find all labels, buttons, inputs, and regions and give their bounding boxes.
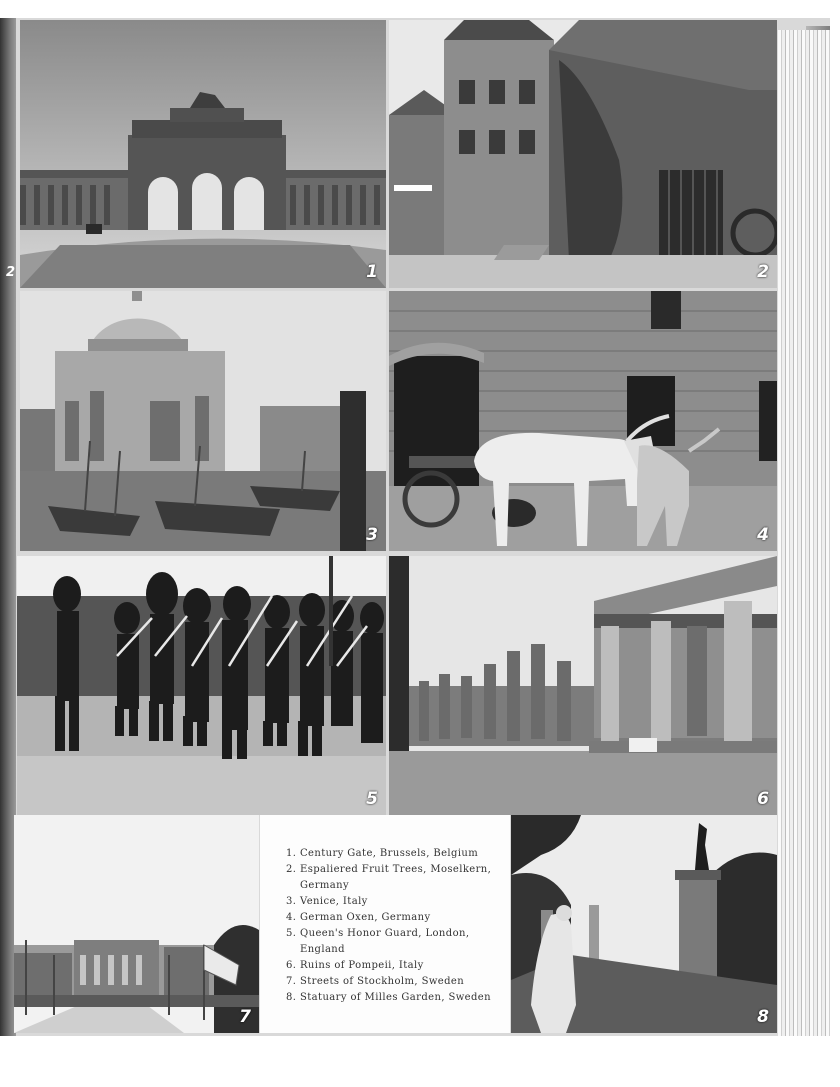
ox-icon	[389, 291, 777, 551]
photo-number: 2	[757, 262, 769, 282]
caption-item: 3. Venice, Italy	[286, 896, 368, 907]
photo-number: 8	[757, 1007, 769, 1027]
photo-stockholm	[14, 815, 259, 1033]
page-edges	[778, 30, 830, 1036]
photo-century-gate	[20, 20, 386, 288]
photo-number: 7	[239, 1007, 251, 1027]
caption-list	[286, 846, 492, 1006]
photo-number: 4	[757, 525, 769, 545]
caption-item: 4. German Oxen, Germany	[286, 912, 431, 923]
caption-item: 7. Streets of Stockholm, Sweden	[286, 976, 465, 987]
margin-page-number: 2	[6, 265, 16, 280]
photo-number: 5	[366, 789, 378, 809]
house-icon	[389, 20, 777, 288]
photo-number: 1	[366, 262, 378, 282]
caption-item: 6. Ruins of Pompeii, Italy	[286, 960, 424, 971]
caption-item: 1. Century Gate, Brussels, Belgium	[286, 848, 479, 859]
gate-icon	[20, 20, 386, 288]
dome-icon	[20, 291, 386, 551]
statue-icon	[511, 815, 777, 1033]
photo-pompeii	[389, 556, 777, 815]
caption-item: 8. Statuary of Milles Garden, Sweden	[286, 992, 491, 1003]
column-icon	[389, 556, 777, 815]
caption-item: 5. Queen's Honor Guard, London, England	[286, 928, 470, 955]
caption-item: 2. Espaliered Fruit Trees, Moselkern, Germany	[286, 864, 492, 891]
guard-icon	[17, 556, 386, 815]
photo-milles-garden	[511, 815, 777, 1033]
photo-number: 6	[757, 789, 769, 809]
palace-icon	[14, 815, 259, 1033]
photo-venice	[20, 291, 386, 551]
photo-number: 3	[366, 525, 378, 545]
photo-oxen	[389, 291, 777, 551]
photo-moselkern	[389, 20, 777, 288]
photo-honor-guard	[17, 556, 386, 815]
